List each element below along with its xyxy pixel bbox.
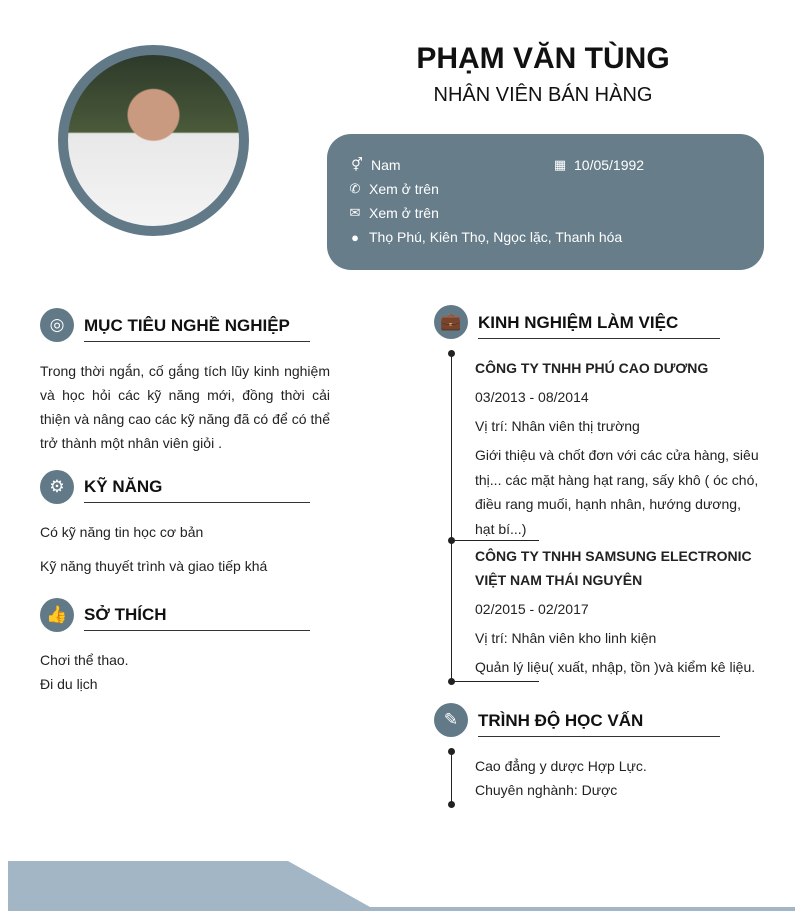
timeline-line [451, 751, 452, 804]
timeline-dot [448, 748, 455, 755]
hobby-item: Chơi thể thao. [40, 652, 129, 668]
job-role: Vị trí: Nhân viên thị trường [475, 418, 640, 434]
education-item: Chuyên nghành: Dược [475, 782, 618, 798]
candidate-name: PHẠM VĂN TÙNG [416, 42, 670, 75]
objective-heading: MỤC TIÊU NGHỀ NGHIỆP [84, 316, 310, 342]
profile-photo [58, 45, 249, 236]
timeline-line [451, 353, 452, 681]
objective-text: Trong thời ngắn, cố gắng tích lũy kinh nghiệm và học hỏi các kỹ năng mới, đồng thời cải thiện và nâng cao các kỹ năng đã có để có thể trở thành một nhân viên giỏi . [40, 363, 330, 451]
location-icon: ● [351, 229, 359, 245]
skill-item: Có kỹ năng tin học cơ bản [40, 524, 204, 540]
job-period: 02/2015 - 02/2017 [475, 601, 589, 617]
candidate-position: NHÂN VIÊN BÁN HÀNG [433, 84, 653, 106]
gender-icon: ⚥ [351, 157, 363, 172]
calendar-icon: ▦ [553, 157, 567, 172]
hobby-item: Đi du lịch [40, 676, 98, 692]
job-company: CÔNG TY TNHH PHÚ CAO DƯƠNG [475, 360, 709, 376]
phone: Xem ở trên [369, 181, 439, 197]
gender: Nam [371, 157, 401, 173]
birthday: 10/05/1992 [574, 157, 645, 173]
education-item: Cao đẳng y dược Hợp Lực. [475, 758, 647, 774]
timeline-dot [448, 801, 455, 808]
skills-heading: KỸ NĂNG [84, 477, 310, 503]
timeline-divider [451, 681, 539, 682]
footer-band [0, 855, 800, 911]
education-heading: TRÌNH ĐỘ HỌC VẤN [478, 711, 720, 737]
job-description: Quản lý liệu( xuất, nhập, tồn )và kiểm kê liệu. [475, 659, 756, 675]
skill-item: Kỹ năng thuyết trình và giao tiếp khá [40, 558, 268, 574]
target-icon: ◎ [40, 308, 74, 342]
email-icon: ✉ [349, 205, 361, 220]
gear-icon: ⚙ [40, 470, 74, 504]
hobbies-heading: SỞ THÍCH [84, 605, 310, 631]
email: Xem ở trên [369, 205, 439, 221]
thumbs-up-icon: 👍 [40, 598, 74, 632]
footer-shape [8, 861, 795, 911]
job-period: 03/2013 - 08/2014 [475, 389, 589, 405]
briefcase-icon: 💼 [434, 305, 468, 339]
contact-info-panel [327, 134, 764, 270]
phone-icon: ✆ [349, 181, 361, 196]
experience-heading: KINH NGHIỆM LÀM VIỆC [478, 313, 720, 339]
job-company: CÔNG TY TNHH SAMSUNG ELECTRONIC VIỆT NAM THÁI NGUYÊN [475, 548, 752, 588]
job-role: Vị trí: Nhân viên kho linh kiện [475, 630, 657, 646]
job-description: Giới thiệu và chốt đơn với các cửa hàng, siêu thị... các mặt hàng hạt rang, sấy khô ( óc chó, điều rang muối, hạnh nhân, hướng dương, hạt bí...) [475, 447, 759, 537]
timeline-dot [448, 350, 455, 357]
pencil-icon: ✎ [434, 703, 468, 737]
address: Thọ Phú, Kiên Thọ, Ngọc lặc, Thanh hóa [369, 229, 623, 245]
